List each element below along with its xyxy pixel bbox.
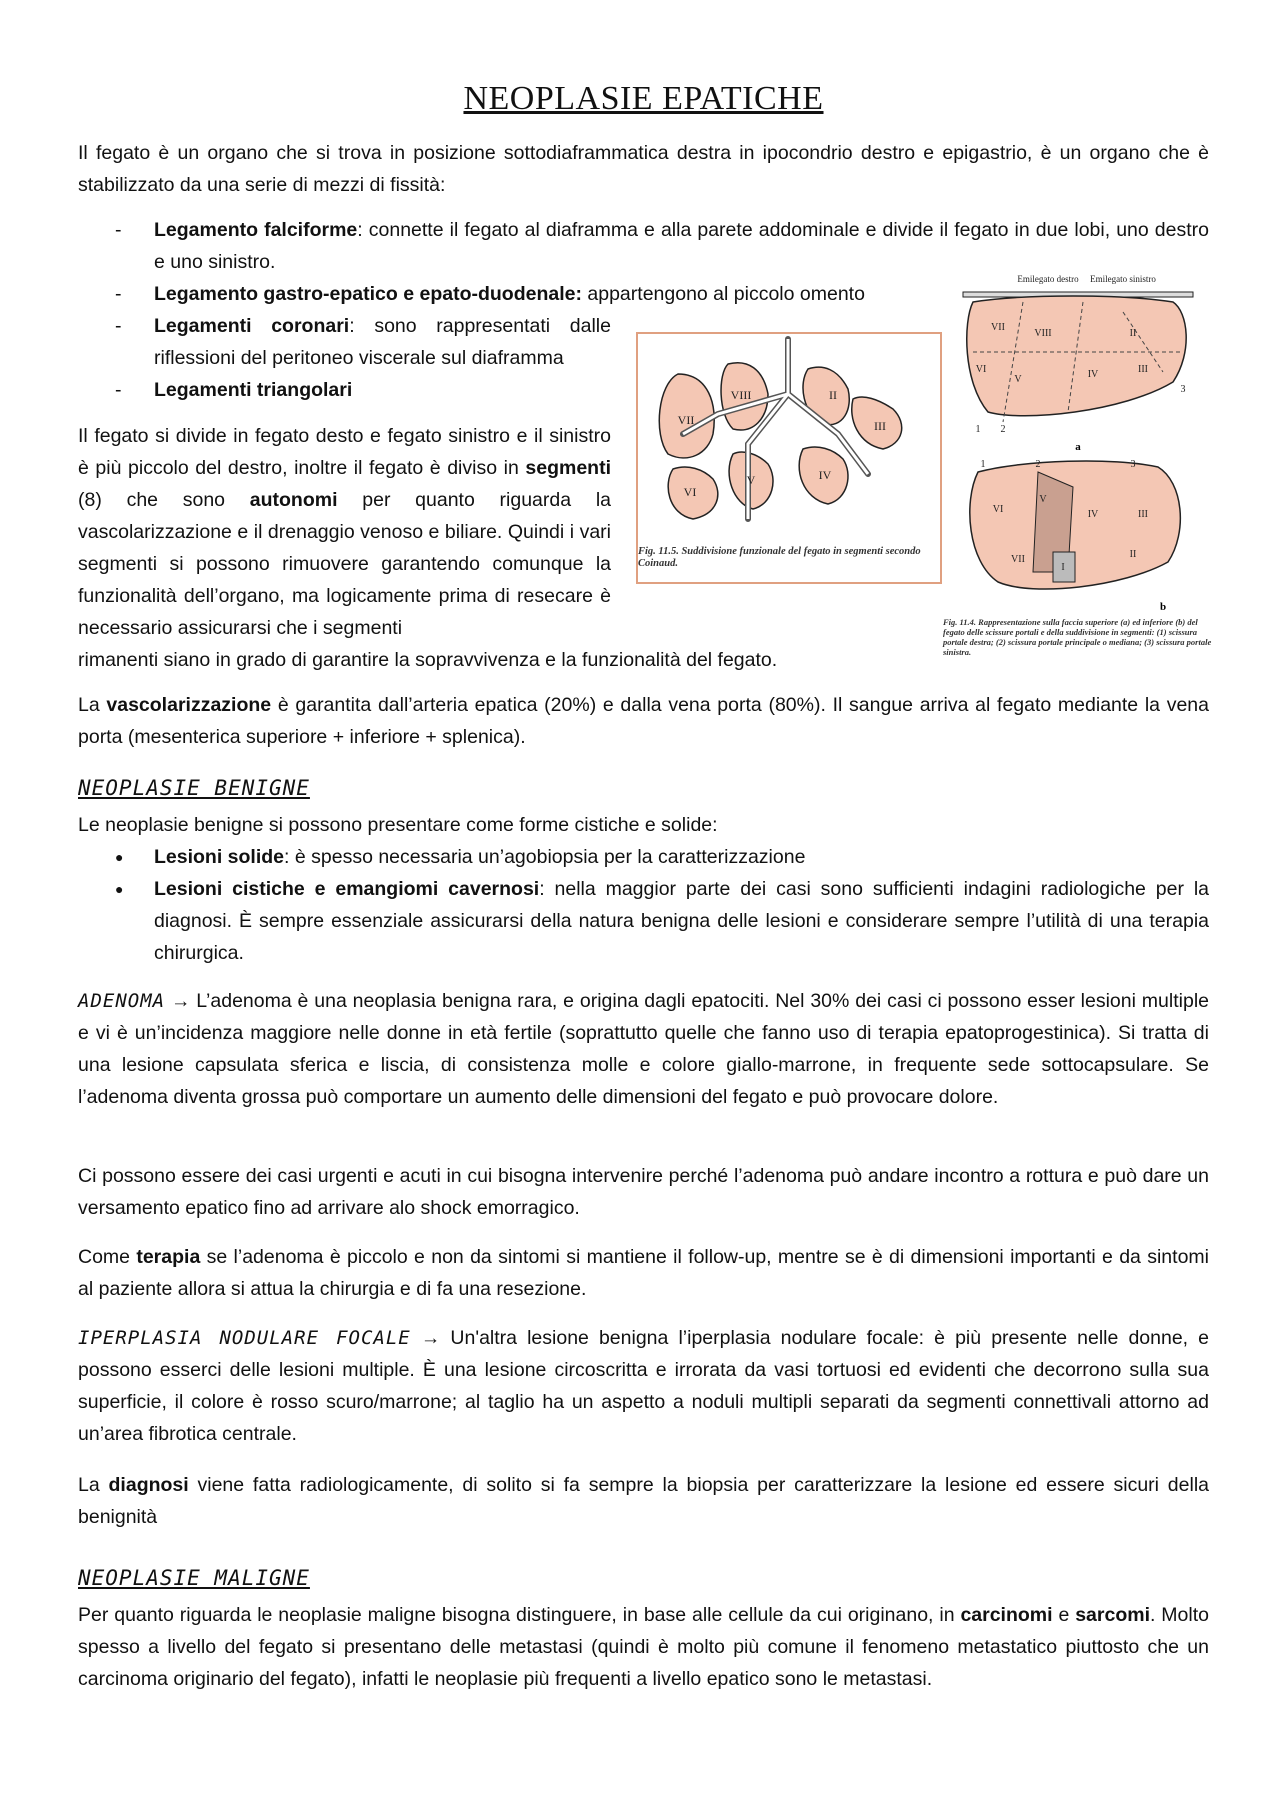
therapy-paragraph: Come terapia se l’adenoma è piccolo e non da sintomi si mantiene il follow-up, mentre se è di dimensioni importanti e da sintomi al paziente allora si attua la chirurgia e di fa una resezione. [78,1246,1209,1300]
vascularization-paragraph: La vascolarizzazione è garantita dall’arteria epatica (20%) e dalla vena porta (80%). Il sangue arriva al fegato mediante la vena porta (mesenterica superiore + inferiore + splenica). [78,694,1210,748]
liver-faces-illustration [943,272,1213,622]
segment-label: VI [992,504,1004,515]
malignant-paragraph: Per quanto riguarda le neoplasie maligne bisogna distinguere, in base alle cellule da cui originano, in carcinomi e sarcomi. Molto spesso a livello del fegato si presentano delle metastasi (quindi è molto più comune il fenomeno metastatico piuttosto che un carcinoma originario del fegato), infatti le neoplasie più frequenti a livello epatico sono le metastasi. [78,1604,1209,1690]
bullet-icon: ● [115,849,124,865]
arrow-icon: → [420,1327,441,1349]
page-title: NEOPLASIE EPATICHE [463,80,824,117]
figure-top-label: Emilegato sinistro [1090,274,1156,284]
segment-label: VI [683,485,697,499]
adenoma-paragraph: ADENOMA → L’adenoma è una neoplasia benigna rara, e origina dagli epatociti. Nel 30% dei casi ci possono esser lesioni multiple e vi è un’incidenza maggiore nelle donne in età fertile (soprattutto quelle che fanno uso di terapia epatoprogestinica). Si tratta di una lesione capsulata sferica e liscia, di consistenza molle e colore giallo-marrone, in frequente sede sottocapsulare. Se l’adenoma diventa grossa può comportare un aumento delle dimensioni del fegato e può provocare dolore. [78,990,1210,1108]
segment-label: III [1138,364,1148,375]
adenoma-label: ADENOMA [78,990,166,1012]
fissure-number: 3 [1130,459,1136,470]
bullet-icon: ● [115,881,124,897]
benign-intro: Le neoplasie benigne si possono presentare come forme cistiche e solide: [78,814,718,836]
fissure-number: 3 [1180,384,1186,395]
figure-caption: Fig. 11.4. Rappresentazione sulla faccia superiore (a) ed inferiore (b) del fegato delle scissure portali e della suddivisione in segmenti: (1) scissura portale destra; (2) scissura portale principale o mediana; (3) scissura portale sinistra. [943,617,1212,657]
fissure-number: 2 [1035,459,1041,470]
segment-label: IV [1087,369,1099,380]
figure-liver-segments [636,332,942,584]
figure-liver-faces [943,272,1213,672]
segments-paragraph: Il fegato si divide in fegato desto e fegato sinistro e il sinistro è più piccolo del destro, inoltre il fegato è diviso in segmenti (8) che sono autonomi per quanto riguarda la vascolarizzazione e il drenaggio venoso e biliare. Quindi i vari segmenti si possono rimuovere garantendo comunque la funzionalità dell’organo, ma logicamente prima di resecare è necessario assicurarsi che i segmenti [78,425,612,639]
segment-label: V [746,473,756,487]
inf-paragraph: IPERPLASIA NODULARE FOCALE → Un'altra lesione benigna l’iperplasia nodulare focale: è più presente nelle donne, e possono esserci delle lesioni multiple. È una lesione circoscritta e irrorata da vasi tortuosi ed evidenti che decorrono sulla sua superficie, il colore è rosso scuro/marrone; al taglio ha un aspetto a noduli multipli separati da segmenti connettivali attorno ad un’area fibrotica centrale. [78,1327,1210,1445]
segment-label: II [1129,549,1137,560]
arrow-icon: → [170,990,191,1012]
fissure-number: 2 [1000,424,1006,435]
fissure-number: 1 [975,424,981,435]
intro-paragraph: Il fegato è un organo che si trova in posizione sottodiaframmatica destra in ipocondrio destro e epigastrio, è un organo che è stabilizzato da una serie di mezzi di fissità: [78,142,1209,196]
segment-label: VII [677,413,695,427]
segment-label: III [874,419,886,433]
figure-letter: b [1159,601,1167,613]
segment-label: VII [1011,554,1025,565]
figure-letter: a [1075,441,1081,453]
segment-label: VII [991,322,1005,333]
segment-label: II [1129,328,1137,339]
inf-label: IPERPLASIA NODULARE FOCALE [78,1327,411,1349]
segment-label: VIII [730,388,752,402]
section-heading-malignant: NEOPLASIE MALIGNE [78,1566,310,1590]
segment-label: VI [975,364,987,375]
liver-segments-illustration [638,334,940,542]
section-heading-benign: NEOPLASIE BENIGNE [78,776,310,800]
segment-label: II [829,388,837,402]
urgent-paragraph: Ci possono essere dei casi urgenti e acuti in cui bisogna intervenire perché l’adenoma può andare incontro a rottura e può dare un versamento epatico fino ad arrivare alo shock emorragico. [78,1165,1209,1219]
figure-top-label: Emilegato destro [1017,274,1079,284]
segment-label: V [1014,374,1022,385]
segment-label: III [1138,509,1148,520]
segment-label: VIII [1034,328,1052,339]
diagnosis-paragraph: La diagnosi viene fatta radiologicamente, di solito si fa sempre la biopsia per caratterizzare la lesione ed essere sicuri della benignità [78,1474,1210,1528]
segment-label: IV [1087,509,1099,520]
fissure-number: 1 [980,459,986,470]
segment-label: IV [818,468,832,482]
segment-label: I [1061,562,1065,573]
segment-label: V [1039,494,1047,505]
segments-paragraph-end: rimanenti siano in grado di garantire la sopravvivenza e la funzionalità del fegato. [78,649,778,671]
figure-caption: Fig. 11.5. Suddivisione funzionale del fegato in segmenti secondo Coinaud. [638,546,921,569]
